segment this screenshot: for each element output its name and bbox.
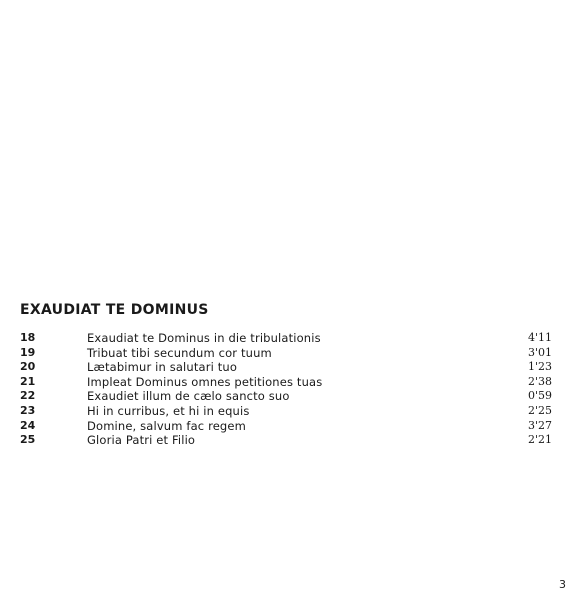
track-number: 23 xyxy=(20,403,36,417)
track-number: 21 xyxy=(20,374,36,388)
track-number: 25 xyxy=(20,433,36,447)
track-number: 18 xyxy=(20,331,36,344)
track-row xyxy=(20,404,552,419)
track-duration: 1'23 xyxy=(527,360,552,374)
track-duration: 2'25 xyxy=(527,403,552,417)
track-duration: 3'27 xyxy=(527,418,552,432)
track-duration: 2'21 xyxy=(527,433,552,447)
track-row xyxy=(20,433,552,448)
track-duration: 2'38 xyxy=(527,374,552,388)
track-title: Exaudiat te Dominus in die tribulationis xyxy=(87,331,321,345)
track-list xyxy=(20,331,552,448)
track-number: 24 xyxy=(20,418,36,432)
track-duration: 3'01 xyxy=(527,345,552,359)
track-number: 20 xyxy=(20,360,36,374)
track-title: Hi in curribus, et hi in equis xyxy=(87,403,250,418)
track-title: Exaudiet illum de cælo sancto suo xyxy=(87,389,290,404)
track-row xyxy=(20,389,552,404)
track-row xyxy=(20,375,552,390)
track-duration: 4'11 xyxy=(527,331,552,344)
track-title: Tribuat tibi secundum cor tuum xyxy=(87,345,272,360)
track-title: Gloria Patri et Filio xyxy=(87,433,196,448)
track-number: 22 xyxy=(20,389,36,403)
track-row xyxy=(20,331,552,346)
track-number: 19 xyxy=(20,345,36,359)
track-row xyxy=(20,419,552,434)
track-title: Impleat Dominus omnes petitiones tuas xyxy=(87,374,323,389)
track-title: Lætabimur in salutari tuo xyxy=(87,360,238,375)
track-row xyxy=(20,346,552,361)
track-row xyxy=(20,360,552,375)
section-title: EXAUDIAT TE DOMINUS xyxy=(20,302,209,318)
track-title: Domine, salvum fac regem xyxy=(87,418,246,433)
page-number: 3 xyxy=(559,578,566,591)
track-duration: 0'59 xyxy=(527,389,552,403)
